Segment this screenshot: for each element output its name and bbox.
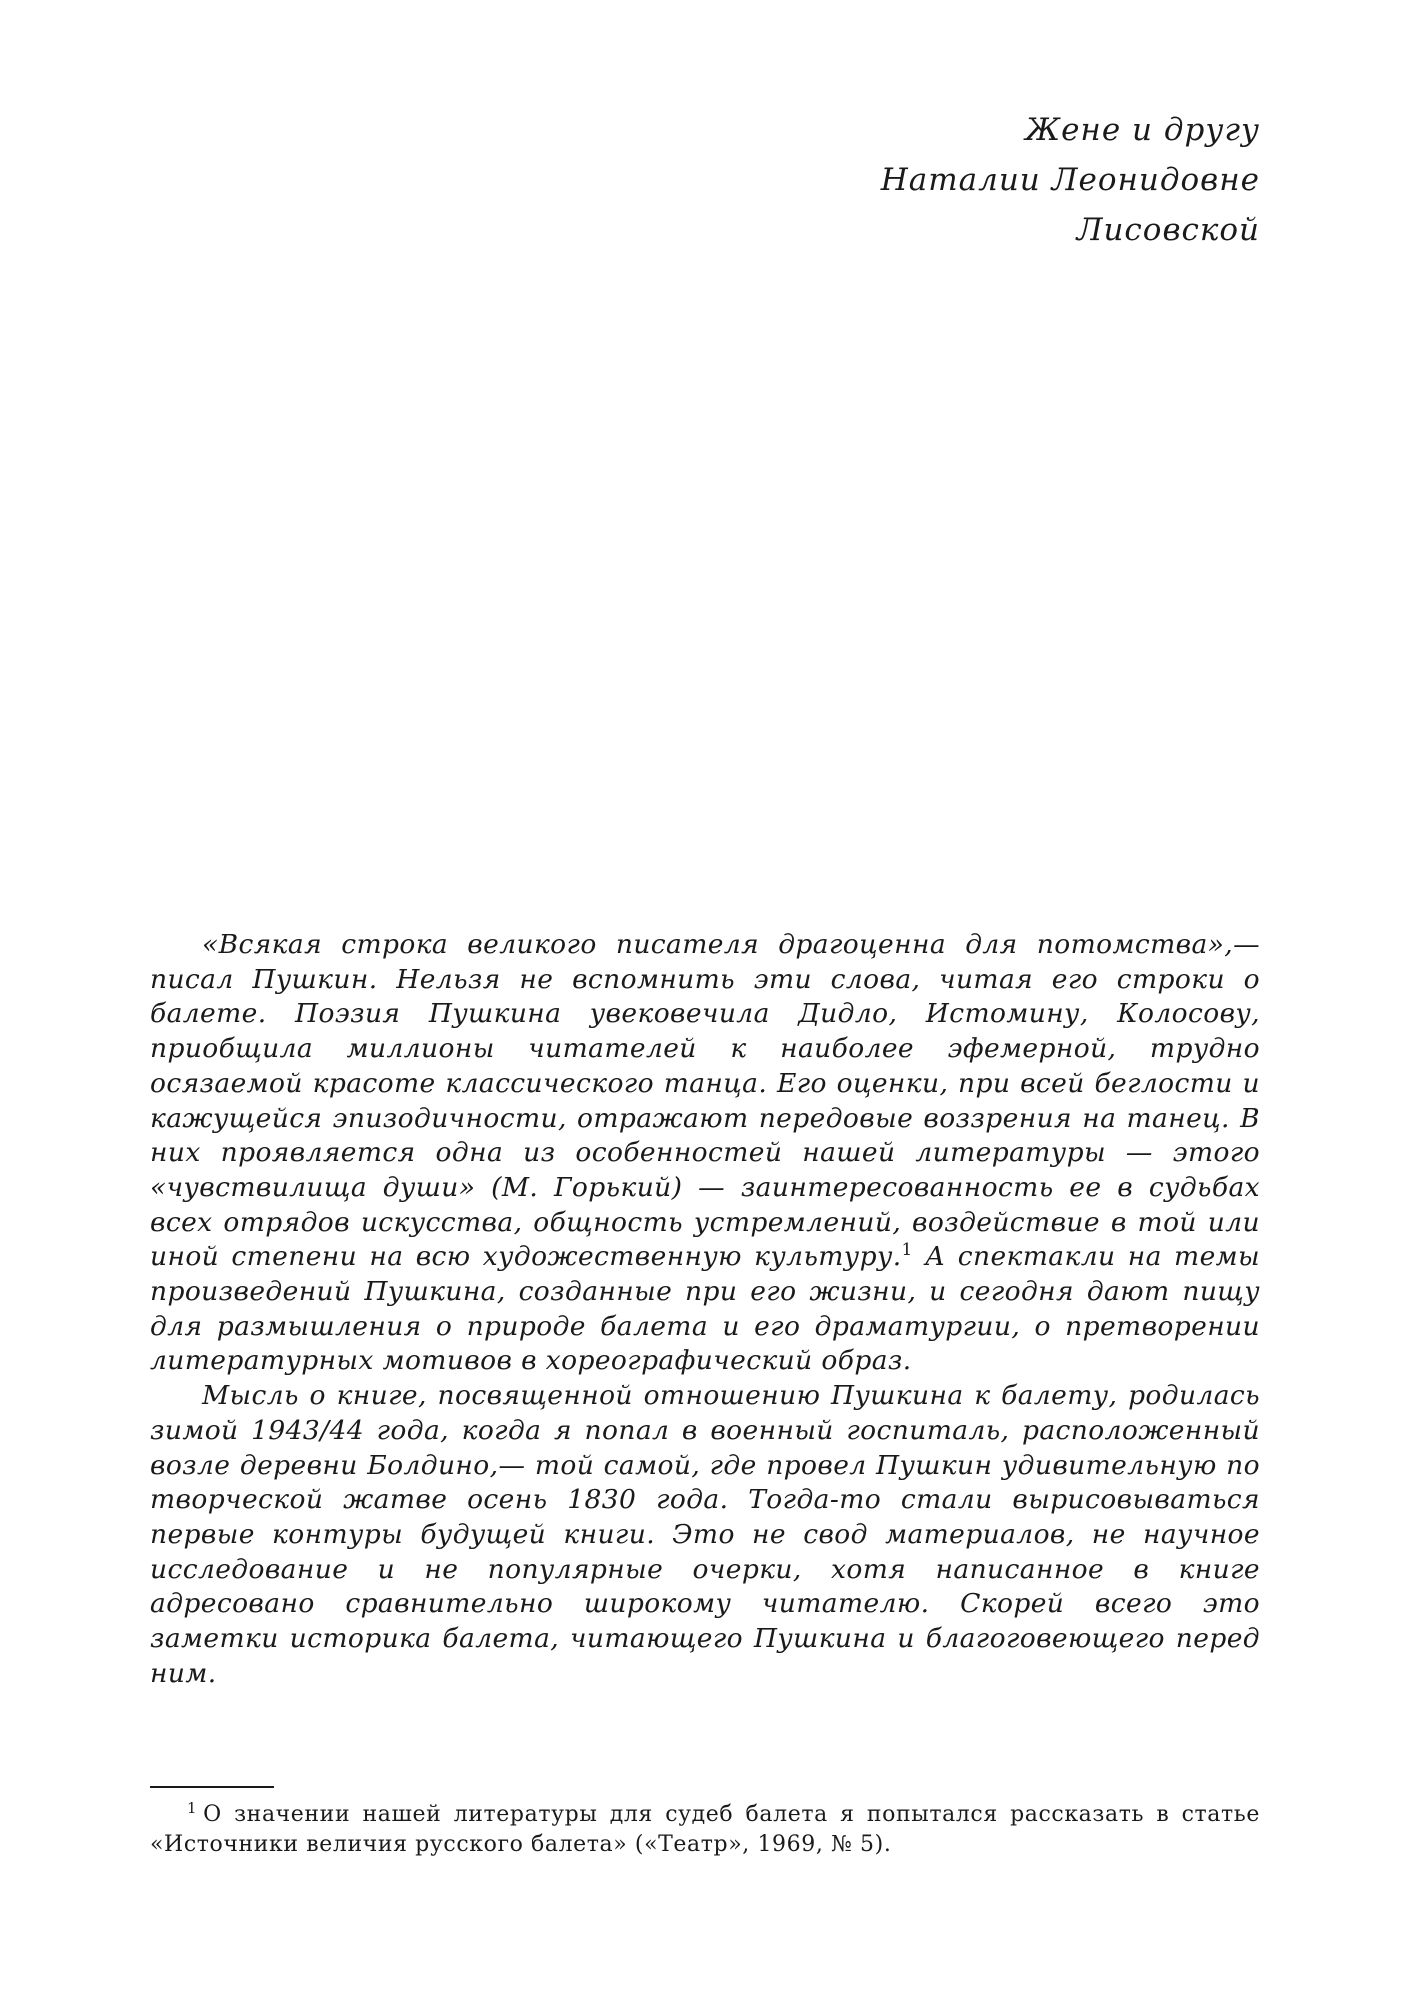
dedication-line-1: Жене и другу bbox=[1025, 112, 1260, 148]
footnote-divider bbox=[150, 1786, 274, 1788]
dedication bbox=[881, 105, 1260, 255]
footnote-reference: 1 bbox=[901, 1240, 913, 1261]
footnote bbox=[150, 1800, 1260, 1860]
paragraph-2: Мысль о книге, посвященной отношению Пушкина к балету, родилась зимой 1943/44 года, когда я попал в военный госпиталь, расположенный возле деревни Болдино,— той самой, где провел Пушкин удивительную по творческой жатве осень 1830 года. Тогда-то стали вырисовываться первые контуры будущей книги. Это не свод материалов, не научное исследование и не популярные очерки, хотя написанное в книге адресовано сравнительно широкому читателю. Скорей всего это заметки историка балета, читающего Пушкина и благоговеющего перед ним. bbox=[150, 1380, 1260, 1689]
preface-text bbox=[150, 928, 1260, 1691]
dedication-line-2: Наталии Леонидовне bbox=[880, 162, 1260, 198]
footnote-marker: 1 bbox=[187, 1798, 198, 1817]
paragraph-1-continuation: А спектакли на темы произведений Пушкина, созданные при его жизни, и сегодня дают пищу для размышления о природе балета и его драматургии, о претворении литературных мотивов в хореографический образ. bbox=[150, 1241, 1261, 1377]
paragraph-1 bbox=[150, 928, 1260, 1379]
paragraph-1-main: «Всякая строка великого писателя драгоценна для потомства»,— писал Пушкин. Нельзя не вспомнить эти слова, читая его строки о балете. Поэзия Пушкина увековечила Дидло, Истомину, Колосову, приобщила миллионы читателей к наиболее эфемерной, трудно осязаемой красоте классического танца. Его оценки, при всей беглости и кажущейся эпизодичности, отражают передовые воззрения на танец. В них проявляется одна из особенностей нашей литературы — этого «чувствилища души» (М. Горький) — заинтересованность ее в судьбах всех отрядов искусства, общность устремлений, воздействие в той или иной степени на всю художественную культуру. bbox=[150, 929, 1260, 1273]
footnote-text: О значении нашей литературы для судеб балета я попытался рассказать в статье «Источники величия русского балета» («Театр», 1969, № 5). bbox=[150, 1802, 1260, 1857]
dedication-line-3: Лисовской bbox=[1076, 212, 1260, 248]
